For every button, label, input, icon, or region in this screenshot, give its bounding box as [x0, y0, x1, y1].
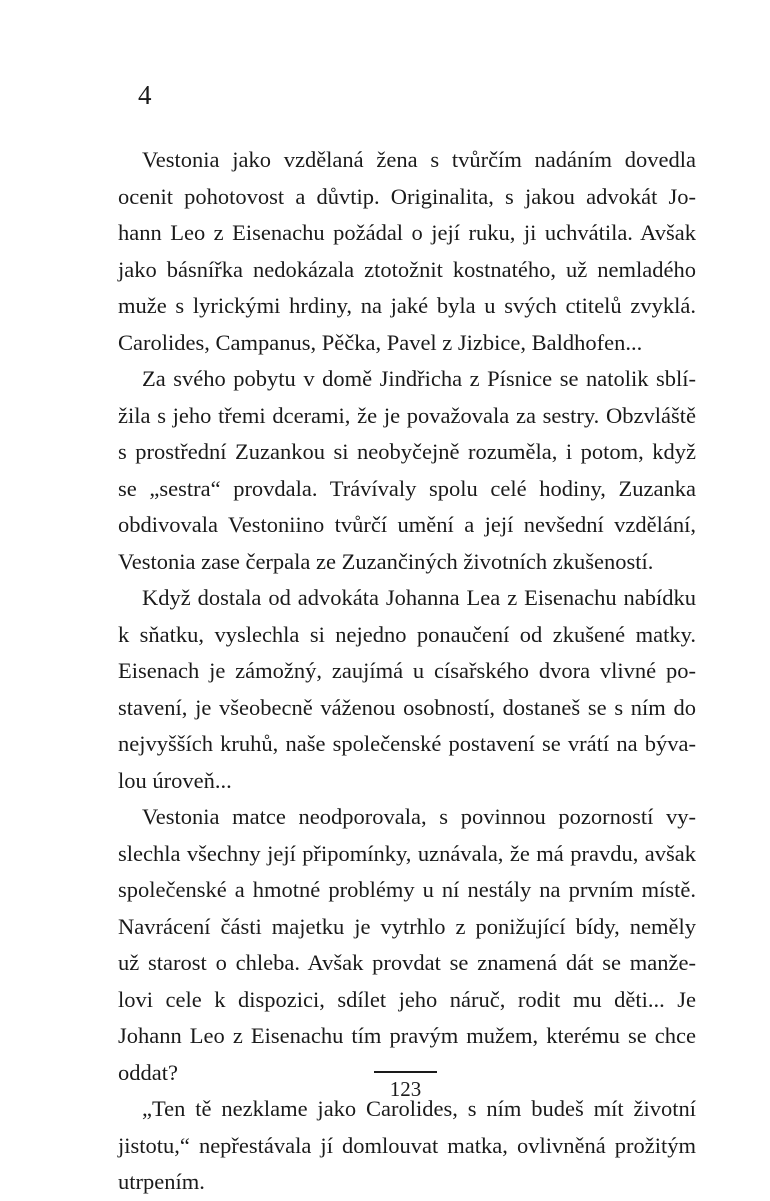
text-line: obdivovala Vestoniino tvůrčí umění a její nevšední vzdělání, — [118, 512, 696, 537]
paragraph-5 — [118, 1091, 696, 1201]
footer-rule — [374, 1071, 437, 1073]
text-line: stavení, je všeobecně váženou osobností, dostaneš se s ním do — [118, 694, 696, 720]
paragraph-2 — [118, 361, 696, 580]
text-line: Vestonia jako vzdělaná žena s tvůrčím nadáním dovedla — [142, 147, 696, 172]
text-line: žila s jeho třemi dcerami, že je považovala za sestry. Obzvláště — [118, 402, 696, 428]
text-line: hann Leo z Eisenachu požádal o její ruku, ji uchvátila. Avšak — [118, 220, 696, 245]
text-line: utrpením. — [118, 1169, 205, 1194]
page-number: 123 — [389, 1077, 422, 1101]
text-line: k sňatku, vyslechla si nejedno ponaučení od zkušené matky. — [118, 621, 696, 647]
text-line: jistotu,“ nepřestávala jí domlouvat matka, ovlivněná prožitým — [118, 1132, 696, 1158]
text-line: ocenit pohotovost a důvtip. Originalita, s jakou advokát Jo- — [118, 183, 696, 209]
text-line: Navrácení části majetku je vytrhlo z ponižující bídy, neměly — [118, 913, 696, 939]
text-line: společenské a hmotné problémy u ní nestály na prvním místě. — [118, 877, 696, 902]
text-line: Johann Leo z Eisenachu tím pravým mužem, kterému se chce — [118, 1023, 696, 1048]
text-line: Vestonia matce neodporovala, s povinnou pozorností vy- — [142, 804, 696, 829]
text-line: nejvyšších kruhů, naše společenské postavení se vrátí na býva- — [118, 731, 696, 756]
body-text — [118, 142, 696, 1201]
text-line: Za svého pobytu v domě Jindřicha z Písnice se natolik sblí- — [142, 366, 696, 391]
text-line: slechla všechny její připomínky, uznávala, že má pravdu, avšak — [118, 840, 696, 866]
text-line: „Ten tě nezklame jako Carolides, s ním budeš mít životní — [142, 1096, 696, 1121]
text-line: Carolides, Campanus, Pěčka, Pavel z Jizbice, Baldhofen... — [118, 329, 643, 355]
text-line: už starost o chleba. Avšak provdat se znamená dát se manže- — [118, 950, 696, 975]
text-line: Když dostala od advokáta Johanna Lea z Eisenachu nabídku — [142, 585, 696, 610]
chapter-number: 4 — [138, 80, 152, 110]
paragraph-1 — [118, 142, 696, 361]
text-line: Vestonia zase čerpala ze Zuzančiných životních zkušeností. — [118, 548, 654, 574]
text-line: Eisenach je zámožný, zaujímá u císařského dvora vlivné po- — [118, 658, 696, 683]
text-line: oddat? — [118, 1059, 178, 1085]
text-line: lovi cele k dispozici, sdílet jeho náruč, rodit mu děti... Je — [118, 986, 696, 1012]
text-line: s prostřední Zuzankou si neobyčejně rozuměla, i potom, když — [118, 439, 696, 464]
paragraph-4 — [118, 799, 696, 1091]
text-line: muže s lyrickými hrdiny, na jaké byla u svých ctitelů zvyklá. — [118, 293, 696, 318]
paragraph-3 — [118, 580, 696, 799]
text-line: lou úroveň... — [118, 767, 232, 793]
text-line: jako básnířka nedokázala ztotožnit kostnatého, už nemladého — [118, 256, 696, 282]
text-line: se „sestra“ provdala. Trávívaly spolu celé hodiny, Zuzanka — [118, 475, 696, 501]
